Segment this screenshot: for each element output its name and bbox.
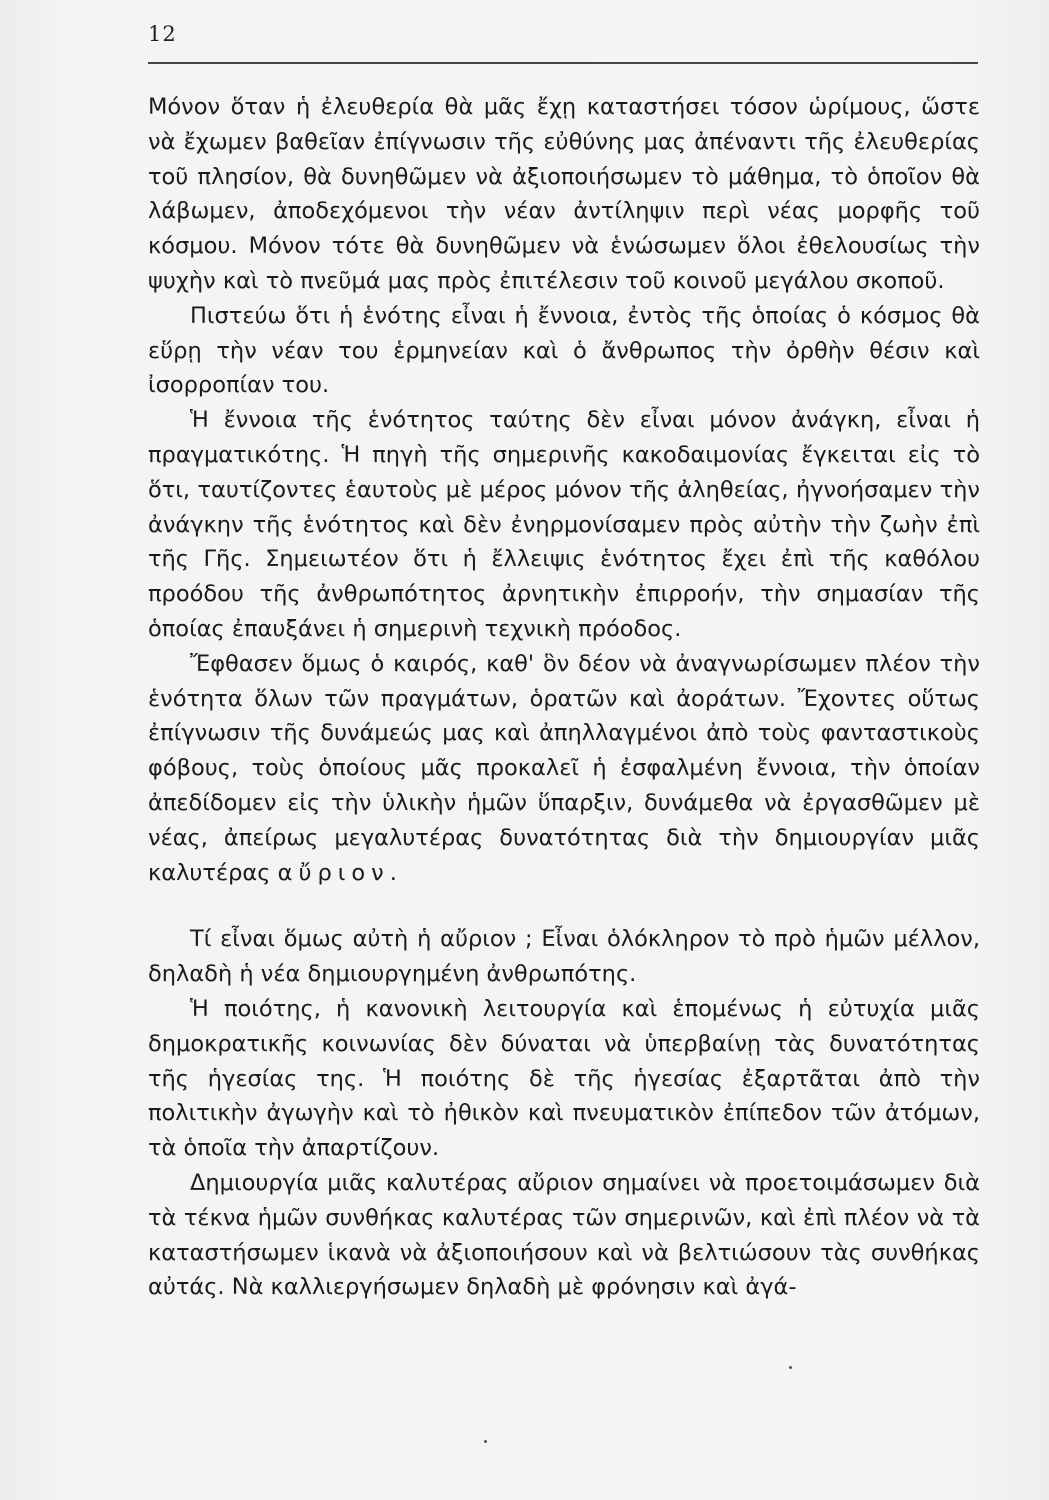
paper-speck xyxy=(484,1440,487,1443)
paragraph-5: Τί εἶναι ὅμως αὐτὴ ἡ αὔριον ; Εἶναι ὁλόκληρον τὸ πρὸ ἡμῶν μέλλον, δηλαδὴ ἡ νέα δημιουργημένη ἀνθρωπότης. xyxy=(148,926,980,988)
paragraph-4 xyxy=(148,647,980,891)
paragraph-3: Ἡ ἔννοια τῆς ἑνότητος ταύτης δὲν εἶναι μόνον ἀνάγκη, εἶναι ἡ πραγματικότης. Ἡ πηγὴ τῆς σημερινῆς κακοδαιμονίας ἔγκειται εἰς τὸ ὅτι, ταυτίζοντες ἑαυτοὺς μὲ μέρος μόνον τῆς ἀληθείας, ἠγνοήσαμεν τὴν ἀνάγκην τῆς ἑνότητος καὶ δὲν ἐνηρμονίσαμεν πρὸς αὐτὴν τὴν ζωὴν ἐπὶ τῆς Γῆς. Σημειωτέον ὅτι ἡ ἔλλειψις ἑνότητος ἔχει ἐπὶ τῆς καθόλου προόδου τῆς ἀνθρωπότητος ἀρνητικὴν ἐπιρροήν, τὴν σημασίαν τῆς ὁποίας ἐπαυξάνει ἡ σημερινὴ τεχνικὴ πρόοδος. xyxy=(148,407,980,642)
body-text xyxy=(148,90,980,1305)
header-rule xyxy=(148,62,978,64)
page-number: 12 xyxy=(148,22,177,46)
paragraph-6: Ἡ ποιότης, ἡ κανονικὴ λειτουργία καὶ ἑπομένως ἡ εὐτυχία μιᾶς δημοκρατικῆς κοινωνίας δὲν δύναται νὰ ὑπερβαίνῃ τὰς δυνατότητας τῆς ἡγεσίας της. Ἡ ποιότης δὲ τῆς ἡγεσίας ἐξαρτᾶται ἀπὸ τὴν πολιτικὴν ἀγωγὴν καὶ τὸ ἠθικὸν καὶ πνευματικὸν ἐπίπεδον τῶν ἀτόμων, τὰ ὁποῖα τὴν ἀπαρτίζουν. xyxy=(148,995,980,1162)
paragraph-4-text: Ἔφθασεν ὅμως ὁ καιρός, καθ' ὃν δέον νὰ ἀναγνωρίσωμεν πλέον τὴν ἑνότητα ὅλων τῶν πραγμάτων, ὁρατῶν καὶ ἀοράτων. Ἔχοντες οὕτως ἐπίγνωσιν τῆς δυνάμεώς μας καὶ ἀπηλλαγμένοι ἀπὸ τοὺς φανταστικοὺς φόβους, τοὺς ὁποίους μᾶς προκαλεῖ ἡ ἐσφαλμένη ἔννοια, τὴν ὁποίαν ἀπεδίδομεν εἰς τὴν ὑλικὴν ἡμῶν ὕπαρξιν, δυνάμεθα νὰ ἐργασθῶμεν μὲ νέας, ἀπείρως μεγαλυτέρας δυνατότητας διὰ τὴν δημιουργίαν μιᾶς καλυτέρας xyxy=(148,650,980,886)
emphasized-word: αὔριον. xyxy=(277,859,403,886)
paper-speck xyxy=(789,1366,792,1369)
paragraph-1: Μόνον ὅταν ἡ ἐλευθερία θὰ μᾶς ἔχῃ καταστήσει τόσον ὡρίμους, ὥστε νὰ ἔχωμεν βαθεῖαν ἐπίγνωσιν τῆς εὐθύνης μας ἀπέναντι τῆς ἐλευθερίας τοῦ πλησίον, θὰ δυνηθῶμεν νὰ ἀξιοποιήσωμεν τὸ μάθημα, τὸ ὁποῖον θὰ λάβωμεν, ἀποδεχόμενοι τὴν νέαν ἀντίληψιν περὶ νέας μορφῆς τοῦ κόσμου. Μόνον τότε θὰ δυνηθῶμεν νὰ ἑνώσωμεν ὅλοι ἐθελουσίως τὴν ψυχὴν καὶ τὸ πνεῦμά μας πρὸς ἐπιτέλεσιν τοῦ κοινοῦ μεγάλου σκοποῦ. xyxy=(148,94,980,294)
paragraph-2: Πιστεύω ὅτι ἡ ἑνότης εἶναι ἡ ἔννοια, ἐντὸς τῆς ὁποίας ὁ κόσμος θὰ εὕρῃ τὴν νέαν του ἑρμηνείαν καὶ ὁ ἄνθρωπος τὴν ὀρθὴν θέσιν καὶ ἰσορροπίαν του. xyxy=(148,302,980,399)
paragraph-7: Δημιουργία μιᾶς καλυτέρας αὔριον σημαίνει νὰ προετοιμάσωμεν διὰ τὰ τέκνα ἡμῶν συνθήκας καλυτέρας τῶν σημερινῶν, καὶ ἐπὶ πλέον νὰ τὰ καταστήσωμεν ἱκανὰ νὰ ἀξιοποιήσουν καὶ νὰ βελτιώσουν τὰς συνθήκας αὐτάς. Νὰ καλλιεργήσωμεν δηλαδὴ μὲ φρόνησιν καὶ ἀγά- xyxy=(148,1169,980,1301)
